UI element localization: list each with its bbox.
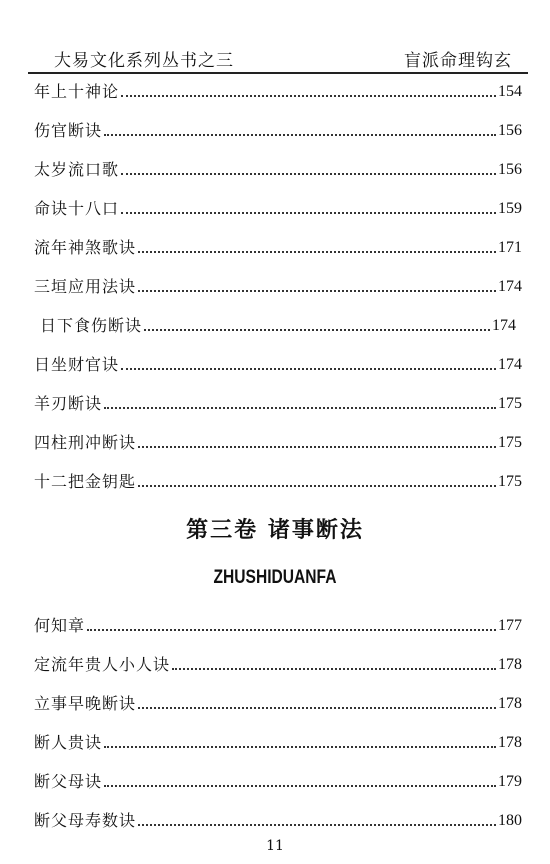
toc-entry-title: 日下食伤断诀: [40, 316, 143, 335]
toc-entry[interactable]: [34, 809, 522, 833]
dot-leader: [138, 707, 496, 709]
dot-leader: [138, 446, 496, 448]
toc-entry[interactable]: [34, 236, 522, 260]
toc-entry[interactable]: [34, 119, 522, 143]
dot-leader: [138, 485, 496, 487]
toc-entry-title: 命诀十八口: [34, 199, 120, 218]
toc-entry-title: 伤官断诀: [34, 121, 103, 140]
toc-entry[interactable]: [34, 275, 522, 299]
toc-entry[interactable]: [34, 392, 522, 416]
toc-entry-page: 174: [498, 356, 522, 373]
toc-entry-page: 178: [498, 656, 522, 673]
toc-entry-page: 178: [498, 734, 522, 751]
toc-entry-page: 175: [498, 473, 522, 490]
dot-leader: [121, 368, 496, 370]
toc-entry-title: 定流年贵人小人诀: [34, 655, 171, 674]
toc-entry[interactable]: [34, 770, 522, 794]
toc-entry-page: 174: [492, 317, 516, 334]
dot-leader: [121, 173, 496, 175]
toc-entry[interactable]: [34, 731, 522, 755]
toc-entry-title: 十二把金钥匙: [34, 472, 137, 491]
toc-entry-title: 立事早晚断诀: [34, 694, 137, 713]
book-title: 盲派命理钩玄: [404, 51, 512, 71]
toc-entry-title: 四柱刑冲断诀: [34, 433, 137, 452]
toc-entry-page: 178: [498, 695, 522, 712]
toc-entry[interactable]: [34, 158, 522, 182]
dot-leader: [138, 251, 496, 253]
dot-leader: [87, 629, 496, 631]
toc-entry-page: 156: [498, 161, 522, 178]
toc-entry-title: 何知章: [34, 616, 86, 635]
toc-entry-page: 159: [498, 200, 522, 217]
dot-leader: [144, 329, 490, 331]
series-title: 大易文化系列丛书之三: [54, 51, 234, 71]
toc-entry-page: 154: [498, 83, 522, 100]
toc-entry[interactable]: [34, 692, 522, 716]
dot-leader: [138, 824, 496, 826]
toc-entry-page: 171: [498, 239, 522, 256]
running-header: [28, 44, 528, 74]
toc-entry[interactable]: [34, 431, 522, 455]
toc-entry[interactable]: [34, 353, 522, 377]
toc-entry-title: 太岁流口歌: [34, 160, 120, 179]
dot-leader: [104, 746, 496, 748]
toc-entry-title: 羊刃断诀: [34, 394, 103, 413]
toc-entry-title: 流年神煞歌诀: [34, 238, 137, 257]
toc-entry-page: 174: [498, 278, 522, 295]
section-heading: 第三卷 诸事断法: [186, 517, 364, 543]
section-pinyin-heading: ZHUSHIDUANFA: [213, 567, 337, 588]
toc-entry[interactable]: [34, 470, 522, 494]
toc-entry[interactable]: [34, 653, 522, 677]
toc-entry-page: 177: [498, 617, 522, 634]
dot-leader: [121, 212, 496, 214]
toc-entry-page: 180: [498, 812, 522, 829]
toc-entry-page: 156: [498, 122, 522, 139]
toc-entry-title: 三垣应用法诀: [34, 277, 137, 296]
toc-entry-page: 179: [498, 773, 522, 790]
dot-leader: [104, 407, 496, 409]
dot-leader: [104, 134, 496, 136]
toc-entry[interactable]: [34, 614, 522, 638]
dot-leader: [104, 785, 496, 787]
toc-entry-title: 断人贵诀: [34, 733, 103, 752]
toc-entry-page: 175: [498, 434, 522, 451]
dot-leader: [172, 668, 496, 670]
toc-entry[interactable]: [40, 314, 516, 338]
dot-leader: [138, 290, 496, 292]
toc-entry-title: 年上十神论: [34, 82, 120, 101]
toc-entry-title: 日坐财官诀: [34, 355, 120, 374]
toc-entry[interactable]: [34, 197, 522, 221]
toc-entry-title: 断父母寿数诀: [34, 811, 137, 830]
toc-entry[interactable]: [34, 80, 522, 104]
toc-entry-page: 175: [498, 395, 522, 412]
page-number: 11: [266, 838, 284, 854]
toc-entry-title: 断父母诀: [34, 772, 103, 791]
dot-leader: [121, 95, 496, 97]
